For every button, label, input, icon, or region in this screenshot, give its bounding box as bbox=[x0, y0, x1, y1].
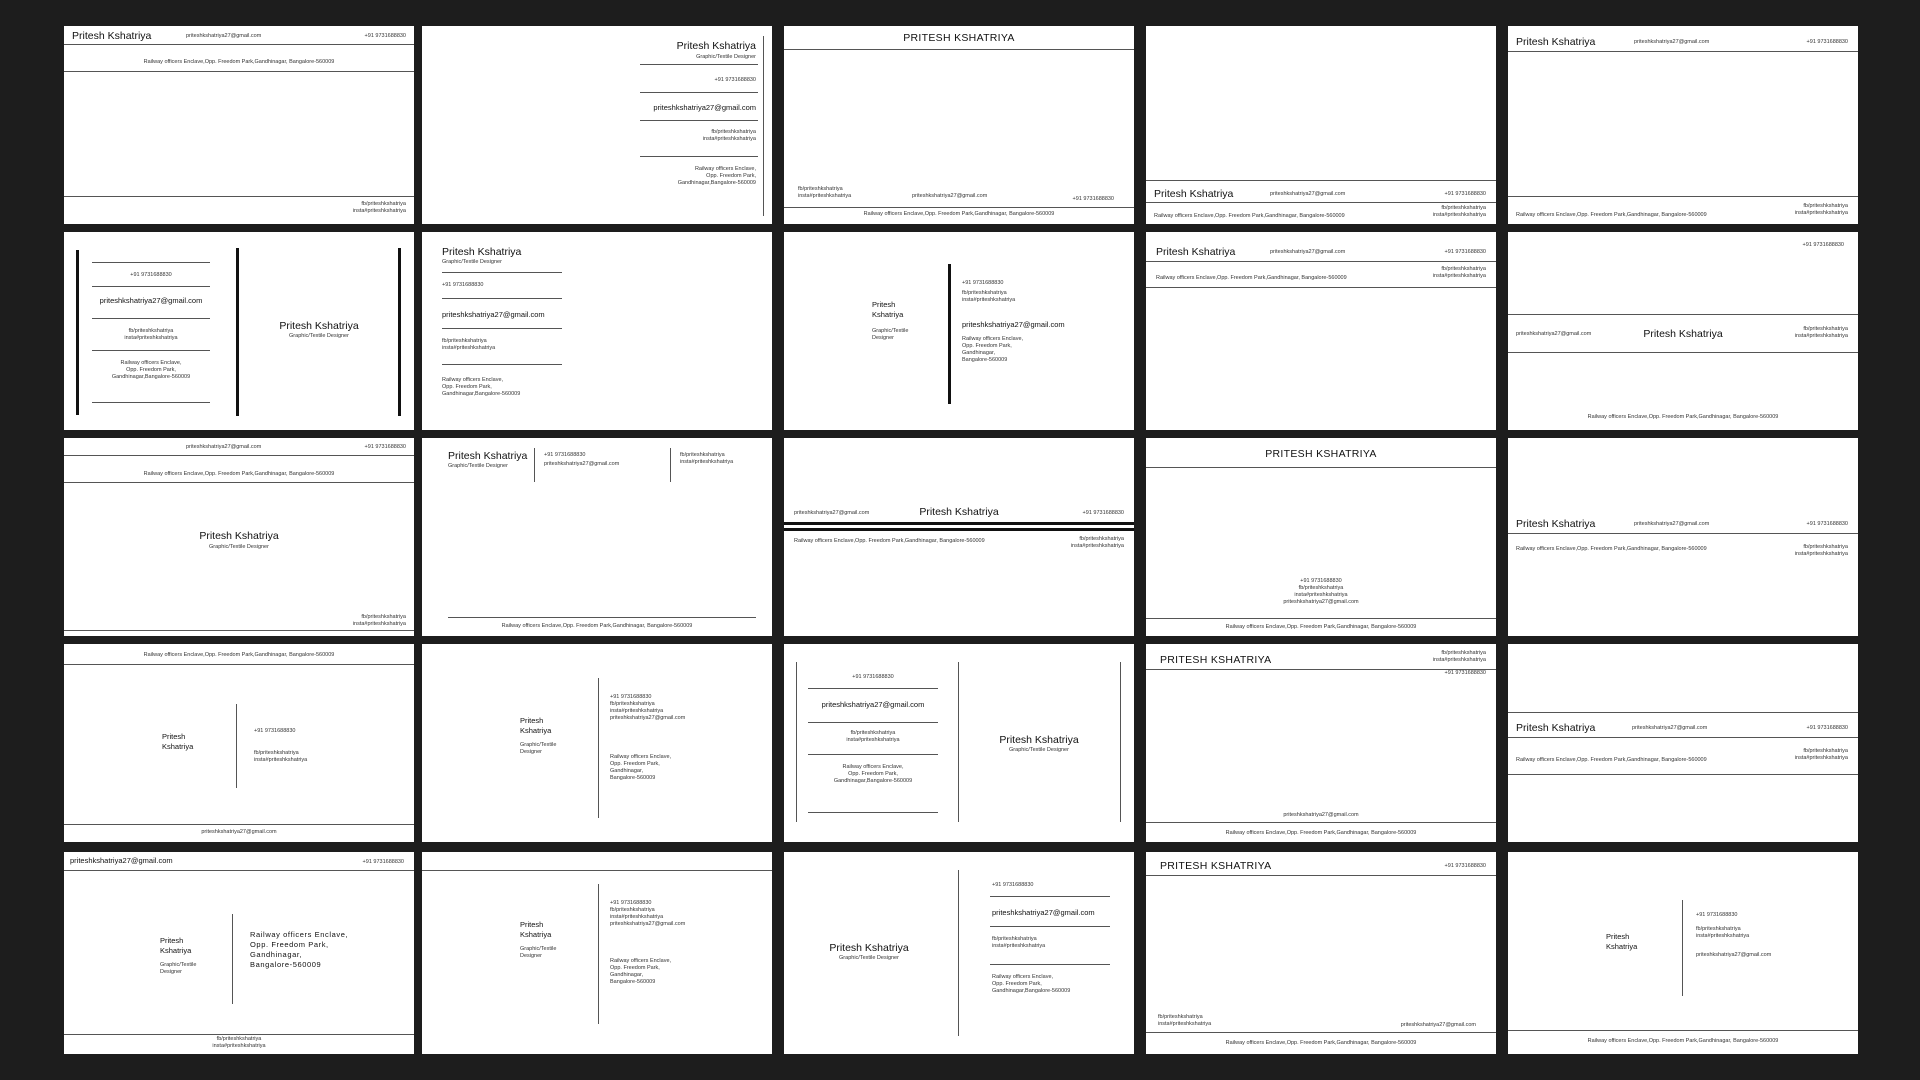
email: priteshkshatriya27@gmail.com bbox=[186, 444, 262, 450]
card-1-4 bbox=[1146, 26, 1496, 224]
phone: +91 9731688830 bbox=[1444, 249, 1486, 255]
divider bbox=[534, 448, 535, 482]
divider bbox=[1146, 202, 1496, 203]
phone: +91 9731688830 bbox=[1806, 725, 1848, 731]
divider bbox=[990, 964, 1110, 965]
title: Graphic/Textile Designer bbox=[839, 955, 899, 961]
social: fb/priteshkshatriya insta#priteshkshatriya bbox=[1158, 1014, 1212, 1027]
divider bbox=[640, 156, 758, 157]
name: Pritesh Kshatriya bbox=[829, 942, 909, 954]
contact-block: +91 9731688830 fb/priteshkshatriya insta#priteshkshatriya priteshkshatriya27@gmail.com bbox=[1283, 578, 1359, 605]
email: priteshkshatriya27@gmail.com bbox=[912, 193, 988, 199]
divider bbox=[1508, 774, 1858, 775]
divider bbox=[422, 870, 772, 871]
divider bbox=[990, 926, 1110, 927]
divider bbox=[990, 896, 1110, 897]
divider bbox=[958, 870, 959, 1036]
card-1-5 bbox=[1508, 26, 1858, 224]
social: fb/priteshkshatriya insta#priteshkshatriya bbox=[1432, 650, 1486, 663]
divider bbox=[1682, 900, 1683, 996]
divider bbox=[92, 402, 210, 403]
title: Graphic/Textile Designer bbox=[520, 946, 557, 959]
social: fb/priteshkshatriya insta#priteshkshatriya bbox=[846, 730, 900, 743]
address: Railway officers Enclave, Opp. Freedom Park, Gandhinagar,Bangalore-560009 bbox=[677, 166, 756, 186]
social: fb/priteshkshatriya insta#priteshkshatriya bbox=[1432, 205, 1486, 218]
card-5-2 bbox=[422, 852, 772, 1054]
name: Pritesh Kshatriya bbox=[520, 716, 552, 735]
divider bbox=[1508, 1030, 1858, 1031]
email: priteshkshatriya27@gmail.com bbox=[1632, 725, 1708, 731]
phone: +91 9731688830 bbox=[364, 444, 406, 450]
divider bbox=[1146, 287, 1496, 288]
title: Graphic/Textile Designer bbox=[289, 333, 349, 339]
social: fb/priteshkshatriya insta#priteshkshatriya bbox=[124, 328, 178, 341]
phone: +91 9731688830 bbox=[1082, 510, 1124, 516]
phone-social: fb/priteshkshatriya insta#priteshkshatriya bbox=[962, 290, 1016, 303]
card-2-1 bbox=[64, 232, 414, 430]
divider bbox=[64, 824, 414, 825]
divider bbox=[808, 812, 938, 813]
name: Pritesh Kshatriya bbox=[279, 320, 359, 332]
address: Railway officers Enclave, Opp. Freedom Park, Gandhinagar,Bangalore-560009 bbox=[111, 360, 191, 380]
card-2-4 bbox=[1146, 232, 1496, 430]
address: Railway officers Enclave,Opp. Freedom Park,Gandhinagar, Bangalore-560009 bbox=[1516, 546, 1707, 552]
divider bbox=[1508, 712, 1858, 713]
divider bbox=[236, 704, 237, 788]
title: Graphic/Textile Designer bbox=[696, 54, 756, 60]
title: Graphic/Textile Designer bbox=[1009, 747, 1069, 753]
phone: +91 9731688830 bbox=[362, 859, 404, 865]
card-4-5 bbox=[1508, 644, 1858, 842]
title: Graphic/Textile Designer bbox=[520, 742, 557, 755]
address: Railway officers Enclave,Opp. Freedom Park,Gandhinagar, Bangalore-560009 bbox=[1156, 275, 1347, 281]
email: priteshkshatriya27@gmail.com bbox=[1634, 39, 1710, 45]
address: Railway officers Enclave, Opp. Freedom Park, Gandhinagar, Bangalore-560009 bbox=[610, 754, 672, 781]
name: Pritesh Kshatriya bbox=[1154, 188, 1234, 200]
divider bbox=[1146, 467, 1496, 468]
address: Railway officers Enclave, Opp. Freedom Park, Gandhinagar, Bangalore-560009 bbox=[250, 930, 349, 969]
divider bbox=[958, 662, 959, 822]
card-3-1 bbox=[64, 438, 414, 636]
name: Pritesh Kshatriya bbox=[448, 450, 528, 462]
address: Railway officers Enclave,Opp. Freedom Park,Gandhinagar, Bangalore-560009 bbox=[794, 538, 985, 544]
name: Pritesh Kshatriya bbox=[442, 246, 522, 258]
phone: +91 9731688830 bbox=[1072, 196, 1114, 202]
address: Railway officers Enclave,Opp. Freedom Park,Gandhinagar, Bangalore-560009 bbox=[1516, 757, 1707, 763]
divider bbox=[1146, 822, 1496, 823]
divider bbox=[64, 630, 414, 631]
social: fb/priteshkshatriya insta#priteshkshatriya bbox=[442, 338, 496, 351]
name: Pritesh Kshatriya bbox=[1516, 722, 1596, 734]
divider bbox=[64, 1034, 414, 1035]
divider bbox=[232, 914, 233, 1004]
address: Railway officers Enclave, Opp. Freedom Park, Gandhinagar,Bangalore-560009 bbox=[992, 974, 1071, 994]
divider bbox=[64, 870, 414, 871]
phone: +91 9731688830 bbox=[442, 282, 484, 288]
divider bbox=[784, 207, 1134, 208]
contact-block: +91 9731688830 fb/priteshkshatriya insta#priteshkshatriya priteshkshatriya27@gmail.com bbox=[610, 694, 686, 721]
card-5-4 bbox=[1146, 852, 1496, 1054]
social: fb/priteshkshatriya insta#priteshkshatriya bbox=[352, 201, 406, 214]
address: Railway officers Enclave,Opp. Freedom Park,Gandhinagar, Bangalore-560009 bbox=[143, 471, 335, 477]
phone: +91 9731688830 bbox=[962, 280, 1004, 286]
name: Pritesh Kshatriya bbox=[160, 936, 192, 955]
divider bbox=[448, 617, 756, 618]
divider bbox=[796, 662, 797, 822]
email: priteshkshatriya27@gmail.com bbox=[962, 320, 1065, 329]
card-4-4 bbox=[1146, 644, 1496, 842]
name: Pritesh Kshatriya bbox=[919, 506, 999, 518]
divider bbox=[92, 318, 210, 319]
phone: +91 9731688830 bbox=[254, 728, 296, 734]
social: fb/priteshkshatriya insta#priteshkshatriya bbox=[680, 452, 734, 465]
email: priteshkshatriya27@gmail.com bbox=[1270, 249, 1346, 255]
divider bbox=[598, 884, 599, 1024]
divider bbox=[1146, 261, 1496, 262]
card-1-3 bbox=[784, 26, 1134, 224]
name: Pritesh Kshatriya bbox=[1606, 932, 1638, 951]
phone: +91 9731688830 bbox=[1696, 912, 1738, 918]
email: priteshkshatriya27@gmail.com bbox=[70, 856, 173, 865]
email: priteshkshatriya27@gmail.com bbox=[992, 908, 1095, 917]
address: Railway officers Enclave,Opp. Freedom Park,Gandhinagar, Bangalore-560009 bbox=[1225, 830, 1417, 836]
name: Pritesh Kshatriya bbox=[162, 732, 194, 751]
social: fb/priteshkshatriya insta#priteshkshatriya bbox=[1794, 203, 1848, 216]
address: Railway officers Enclave, Opp. Freedom Park, Gandhinagar, Bangalore-560009 bbox=[962, 336, 1024, 363]
email: priteshkshatriya27@gmail.com bbox=[201, 829, 277, 835]
divider bbox=[1146, 618, 1496, 619]
name: PRITESH KSHATRIYA bbox=[903, 32, 1015, 44]
name: Pritesh Kshatriya bbox=[872, 300, 904, 319]
social: fb/priteshkshatriya insta#priteshkshatriya bbox=[1794, 326, 1848, 339]
card-2-3 bbox=[784, 232, 1134, 430]
card-2-2 bbox=[422, 232, 772, 430]
divider bbox=[808, 722, 938, 723]
phone: +91 9731688830 bbox=[714, 77, 756, 83]
address: Railway officers Enclave,Opp. Freedom Park,Gandhinagar, Bangalore-560009 bbox=[1225, 1040, 1417, 1046]
name: Pritesh Kshatriya bbox=[520, 920, 552, 939]
address: Railway officers Enclave, Opp. Freedom Park, Gandhinagar, Bangalore-560009 bbox=[610, 958, 672, 985]
phone: +91 9731688830 bbox=[364, 33, 406, 39]
divider bbox=[1120, 662, 1121, 822]
divider bbox=[1146, 669, 1496, 670]
email: priteshkshatriya27@gmail.com bbox=[99, 296, 203, 305]
phone: +91 9731688830 bbox=[992, 882, 1034, 888]
divider bbox=[598, 678, 599, 818]
email: priteshkshatriya27@gmail.com bbox=[544, 461, 620, 467]
divider bbox=[64, 196, 414, 197]
divider bbox=[1146, 180, 1496, 181]
email: priteshkshatriya27@gmail.com bbox=[1270, 191, 1346, 197]
phone: +91 9731688830 bbox=[130, 272, 172, 278]
divider bbox=[1508, 314, 1858, 315]
divider bbox=[442, 328, 562, 329]
accent-bar bbox=[398, 248, 401, 416]
email: priteshkshatriya27@gmail.com bbox=[794, 510, 870, 516]
card-4-3 bbox=[784, 644, 1134, 842]
accent-bar bbox=[784, 528, 1134, 531]
email: priteshkshatriya27@gmail.com bbox=[821, 700, 925, 709]
divider bbox=[442, 272, 562, 273]
social: fb/priteshkshatriya insta#priteshkshatriya bbox=[1070, 536, 1124, 549]
divider bbox=[1508, 196, 1858, 197]
card-1-2 bbox=[422, 26, 772, 224]
accent-bar bbox=[236, 248, 239, 416]
phone: +91 9731688830 bbox=[544, 452, 586, 458]
phone: +91 9731688830 bbox=[1806, 39, 1848, 45]
card-1-1 bbox=[64, 26, 414, 224]
social: fb/priteshkshatriya insta#priteshkshatriya bbox=[702, 129, 756, 142]
address: Railway officers Enclave,Opp. Freedom Park,Gandhinagar, Bangalore-560009 bbox=[143, 652, 335, 658]
divider bbox=[1146, 1032, 1496, 1033]
divider bbox=[640, 92, 758, 93]
divider bbox=[64, 44, 414, 45]
card-5-3 bbox=[784, 852, 1134, 1054]
card-3-3 bbox=[784, 438, 1134, 636]
divider bbox=[1508, 51, 1858, 52]
name: PRITESH KSHATRIYA bbox=[1265, 448, 1377, 460]
social: fb/priteshkshatriya insta#priteshkshatriya bbox=[212, 1036, 266, 1049]
divider bbox=[64, 482, 414, 483]
address: Railway officers Enclave,Opp. Freedom Park,Gandhinagar, Bangalore-560009 bbox=[1516, 212, 1707, 218]
social: fb/priteshkshatriya insta#priteshkshatriya bbox=[1794, 544, 1848, 557]
divider bbox=[92, 286, 210, 287]
card-3-2 bbox=[422, 438, 772, 636]
divider bbox=[92, 350, 210, 351]
phone: +91 9731688830 bbox=[1802, 242, 1844, 248]
title: Graphic/Textile Designer bbox=[872, 328, 909, 341]
email: priteshkshatriya27@gmail.com bbox=[1516, 331, 1592, 337]
email: priteshkshatriya27@gmail.com bbox=[1283, 812, 1359, 818]
address: Railway officers Enclave, Opp. Freedom Park, Gandhinagar,Bangalore-560009 bbox=[833, 764, 913, 784]
name: Pritesh Kshatriya bbox=[999, 734, 1079, 746]
email: priteshkshatriya27@gmail.com bbox=[1696, 952, 1772, 958]
name: Pritesh Kshatriya bbox=[1156, 246, 1236, 258]
address: Railway officers Enclave,Opp. Freedom Park,Gandhinagar, Bangalore-560009 bbox=[1154, 213, 1345, 219]
divider bbox=[763, 36, 764, 216]
divider bbox=[64, 664, 414, 665]
name: Pritesh Kshatriya bbox=[676, 40, 756, 52]
accent-bar bbox=[948, 264, 951, 404]
accent-bar bbox=[76, 250, 79, 415]
card-3-5 bbox=[1508, 438, 1858, 636]
email: priteshkshatriya27@gmail.com bbox=[1634, 521, 1710, 527]
divider bbox=[64, 455, 414, 456]
divider bbox=[670, 448, 671, 482]
divider bbox=[442, 364, 562, 365]
divider bbox=[1508, 352, 1858, 353]
email: priteshkshatriya27@gmail.com bbox=[442, 310, 545, 319]
divider bbox=[808, 688, 938, 689]
name: Pritesh Kshatriya bbox=[1516, 518, 1596, 530]
divider bbox=[1508, 533, 1858, 534]
social: fb/priteshkshatriya insta#priteshkshatriya bbox=[1794, 748, 1848, 761]
name: Pritesh Kshatriya bbox=[72, 30, 152, 42]
divider bbox=[640, 120, 758, 121]
accent-bar bbox=[784, 522, 1134, 525]
social: fb/priteshkshatriya insta#priteshkshatriya bbox=[798, 186, 852, 199]
email: priteshkshatriya27@gmail.com bbox=[186, 33, 262, 39]
title: Graphic/Textile Designer bbox=[160, 962, 197, 975]
card-4-1 bbox=[64, 644, 414, 842]
divider bbox=[808, 754, 938, 755]
contact-block: +91 9731688830 fb/priteshkshatriya insta#priteshkshatriya priteshkshatriya27@gmail.com bbox=[610, 900, 686, 927]
phone: +91 9731688830 bbox=[1444, 670, 1486, 676]
email: priteshkshatriya27@gmail.com bbox=[1400, 1022, 1476, 1028]
divider bbox=[442, 298, 562, 299]
divider bbox=[64, 71, 414, 72]
address: Railway officers Enclave,Opp. Freedom Park,Gandhinagar, Bangalore-560009 bbox=[1587, 414, 1779, 420]
name: Pritesh Kshatriya bbox=[1516, 36, 1596, 48]
title: Graphic/Textile Designer bbox=[442, 259, 502, 265]
title: Graphic/Textile Designer bbox=[448, 463, 508, 469]
phone: +91 9731688830 bbox=[1806, 521, 1848, 527]
social: fb/priteshkshatriya insta#priteshkshatriya bbox=[992, 936, 1046, 949]
email: priteshkshatriya27@gmail.com bbox=[653, 103, 756, 112]
card-3-4 bbox=[1146, 438, 1496, 636]
social: fb/priteshkshatriya insta#priteshkshatriya bbox=[254, 750, 308, 763]
divider bbox=[784, 49, 1134, 50]
address: Railway officers Enclave,Opp. Freedom Park,Gandhinagar, Bangalore-560009 bbox=[501, 623, 693, 629]
address: Railway officers Enclave, Opp. Freedom Park, Gandhinagar,Bangalore-560009 bbox=[442, 377, 521, 397]
name: Pritesh Kshatriya bbox=[199, 530, 279, 542]
phone: +91 9731688830 bbox=[1444, 191, 1486, 197]
divider bbox=[640, 64, 758, 65]
divider bbox=[92, 262, 210, 263]
phone: +91 9731688830 bbox=[852, 674, 894, 680]
address: Railway officers Enclave,Opp. Freedom Park,Gandhinagar, Bangalore-560009 bbox=[143, 59, 335, 65]
card-5-1 bbox=[64, 852, 414, 1054]
name: PRITESH KSHATRIYA bbox=[1160, 860, 1272, 872]
social: fb/priteshkshatriya insta#priteshkshatriya bbox=[352, 614, 406, 627]
title: Graphic/Textile Designer bbox=[209, 544, 269, 550]
name: Pritesh Kshatriya bbox=[1643, 328, 1723, 340]
divider bbox=[1508, 737, 1858, 738]
name: PRITESH KSHATRIYA bbox=[1160, 654, 1272, 666]
card-2-5 bbox=[1508, 232, 1858, 430]
divider bbox=[1146, 875, 1496, 876]
address: Railway officers Enclave,Opp. Freedom Park,Gandhinagar, Bangalore-560009 bbox=[1225, 624, 1417, 630]
social: fb/priteshkshatriya insta#priteshkshatriya bbox=[1432, 266, 1486, 279]
phone: +91 9731688830 bbox=[1444, 863, 1486, 869]
social: fb/priteshkshatriya insta#priteshkshatriya bbox=[1696, 926, 1750, 939]
address: Railway officers Enclave,Opp. Freedom Park,Gandhinagar, Bangalore-560009 bbox=[863, 211, 1055, 217]
card-5-5 bbox=[1508, 852, 1858, 1054]
address: Railway officers Enclave,Opp. Freedom Park,Gandhinagar, Bangalore-560009 bbox=[1587, 1038, 1779, 1044]
card-4-2 bbox=[422, 644, 772, 842]
